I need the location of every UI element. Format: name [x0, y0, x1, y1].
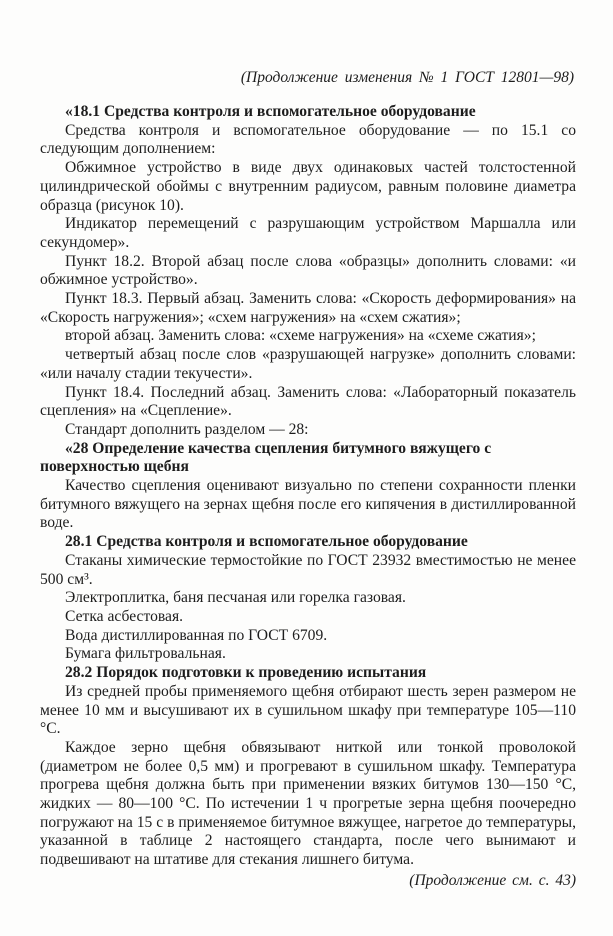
paragraph: Обжимное устройство в виде двух одинаковых частей толстостенной цилиндрической обоймы с внутренним радиусом, равным половине диаметра образца (рисунок 10). — [40, 159, 576, 214]
section-heading: 28.1 Средства контроля и вспомогательное оборудование — [65, 533, 468, 551]
section-heading: «18.1 Средства контроля и вспомогательное оборудование — [65, 103, 476, 120]
paragraph: Средства контроля и вспомогательное оборудование — по 15.1 со следующим дополнением: — [40, 121, 576, 158]
paragraph: Пункт 18.2. Второй абзац после слова «образцы» дополнить словами: «и обжимное устройство». — [40, 252, 576, 289]
paragraph: Бумага фильтровальная. — [65, 645, 226, 663]
paragraph: Пункт 18.4. Последний абзац. Заменить слова: «Лабораторный показатель сцепления» на «Сцепление». — [40, 383, 576, 420]
paragraph: Качество сцепления оценивают визуально по степени сохранности пленки битумного вяжущего на зернах щебня после его кипячения в дистиллированной воде. — [40, 477, 576, 532]
paragraph: четвертый абзац после слов «разрушающей нагрузке» дополнить словами: «или началу стадии текучести». — [40, 346, 576, 382]
paragraph: Электроплитка, баня песчаная или горелка газовая. — [65, 589, 406, 607]
paragraph: Индикатор перемещений с разрушающим устройством Маршалла или секундомер». — [40, 215, 576, 251]
paragraph: Вода дистиллированная по ГОСТ 6709. — [65, 626, 328, 644]
paragraph: Стандарт дополнить разделом — 28: — [65, 420, 309, 438]
page-footer-note: (Продолжение см. с. 43) — [409, 871, 576, 889]
paragraph: Сетка асбестовая. — [65, 607, 184, 625]
page-header-note: (Продолжение изменения № 1 ГОСТ 12801—98) — [240, 69, 574, 86]
paragraph: Пункт 18.3. Первый абзац. Заменить слова: «Скорость деформирования» на «Скорость нагружения»; «схем нагружения» на «схем сжатия»; — [40, 290, 576, 326]
section-heading: «28 Определение качества сцепления битумного вяжущего с поверхностью щебня — [40, 439, 492, 476]
paragraph: Стаканы химические термостойкие по ГОСТ 23932 вместимостью не менее 500 см³. — [40, 551, 576, 588]
paragraph: Из средней пробы применяемого щебня отбирают шесть зерен размером не менее 10 мм и высушивают их в сушильном шкафу при температуре 105—110 °С. — [40, 682, 576, 738]
section-heading: 28.2 Порядок подготовки к проведению испытания — [65, 664, 427, 682]
document-body — [40, 103, 576, 870]
paragraph: Каждое зерно щебня обвязывают ниткой или тонкой проволокой (диаметром не более 0,5 мм) и прогревают в сушильном шкафу. Температура прогрева щебня должна быть при применении вязких битумов 130—150 °С, жидких — 80—100 °С. По истечении 1 ч прогретые зерна щебня поочередно погружают на 15 с в применяемое битумное вяжущее, нагретое до температуры, указанной в таблице 2 настоящего стандарта, после чего вынимают и подвешивают на штативе для стекания лишнего битума. — [40, 738, 576, 869]
paragraph: второй абзац. Заменить слова: «схеме нагружения» на «схеме сжатия»; — [65, 327, 536, 345]
page-content — [40, 68, 576, 890]
